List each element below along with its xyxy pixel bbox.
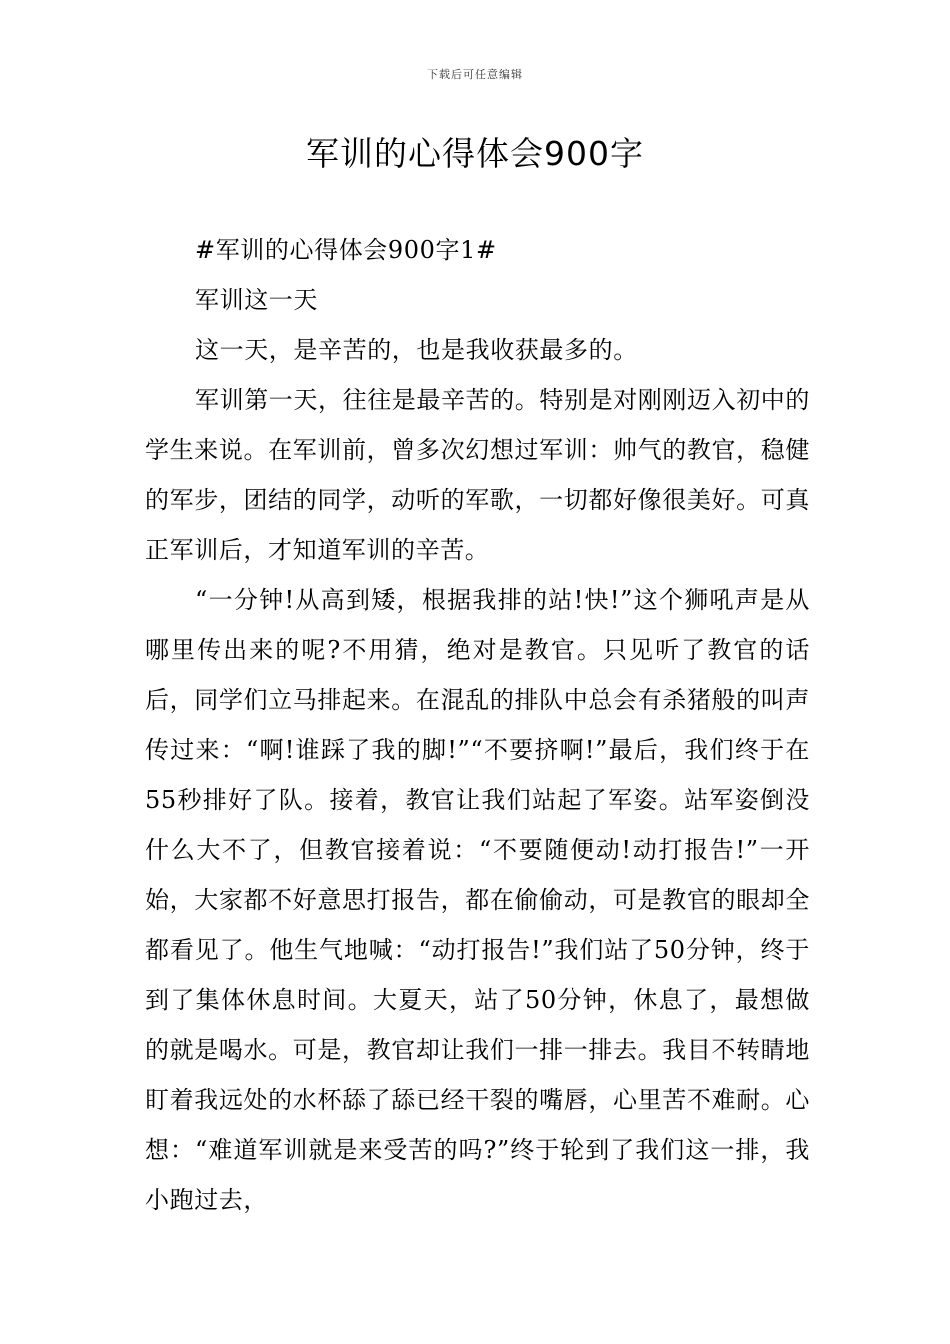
header-note: 下载后可任意编辑 <box>427 68 523 81</box>
section-heading: #军训的心得体会900字1# <box>195 236 497 264</box>
paragraph: “一分钟!从高到矮，根据我排的站!快!”这个狮吼声是从哪里传出来的呢?不用猜，绝对是教官。只见听了教官的话后，同学们立马排起来。在混乱的排队中总会有杀猪般的叫声传过来：“啊!谁踩了我的脚!”“不要挤啊!”最后，我们终于在55秒排好了队。接着，教官让我们站起了军姿。站军姿倒没什么大不了，但教官接着说：“不要随便动!动打报告!”一开始，大家都不好意思打报告，都在偷偷动，可是教官的眼却全都看见了。他生气地喊：“动打报告!”我们站了50分钟，终于到了集体休息时间。大夏天，站了50分钟，休息了，最想做的就是喝水。可是，教官却让我们一排一排去。我目不转睛地盯着我远处的水杯舔了舔已经干裂的嘴唇，心里苦不难耐。心想：“难道军训就是来受苦的吗?”终于轮到了我们这一排，我小跑过去， <box>145 586 810 1214</box>
document-body <box>145 225 810 1225</box>
paragraph: 军训第一天，往往是最辛苦的。特别是对刚刚迈入初中的学生来说。在军训前，曾多次幻想过军训：帅气的教官，稳健的军步，团结的同学，动听的军歌，一切都好像很美好。可真正军训后，才知道军训的辛苦。 <box>145 386 810 564</box>
subtitle: 军训这一天 <box>195 286 318 314</box>
document-title: 军训的心得体会900字 <box>306 134 644 173</box>
paragraph: 这一天，是辛苦的，也是我收获最多的。 <box>195 336 638 364</box>
